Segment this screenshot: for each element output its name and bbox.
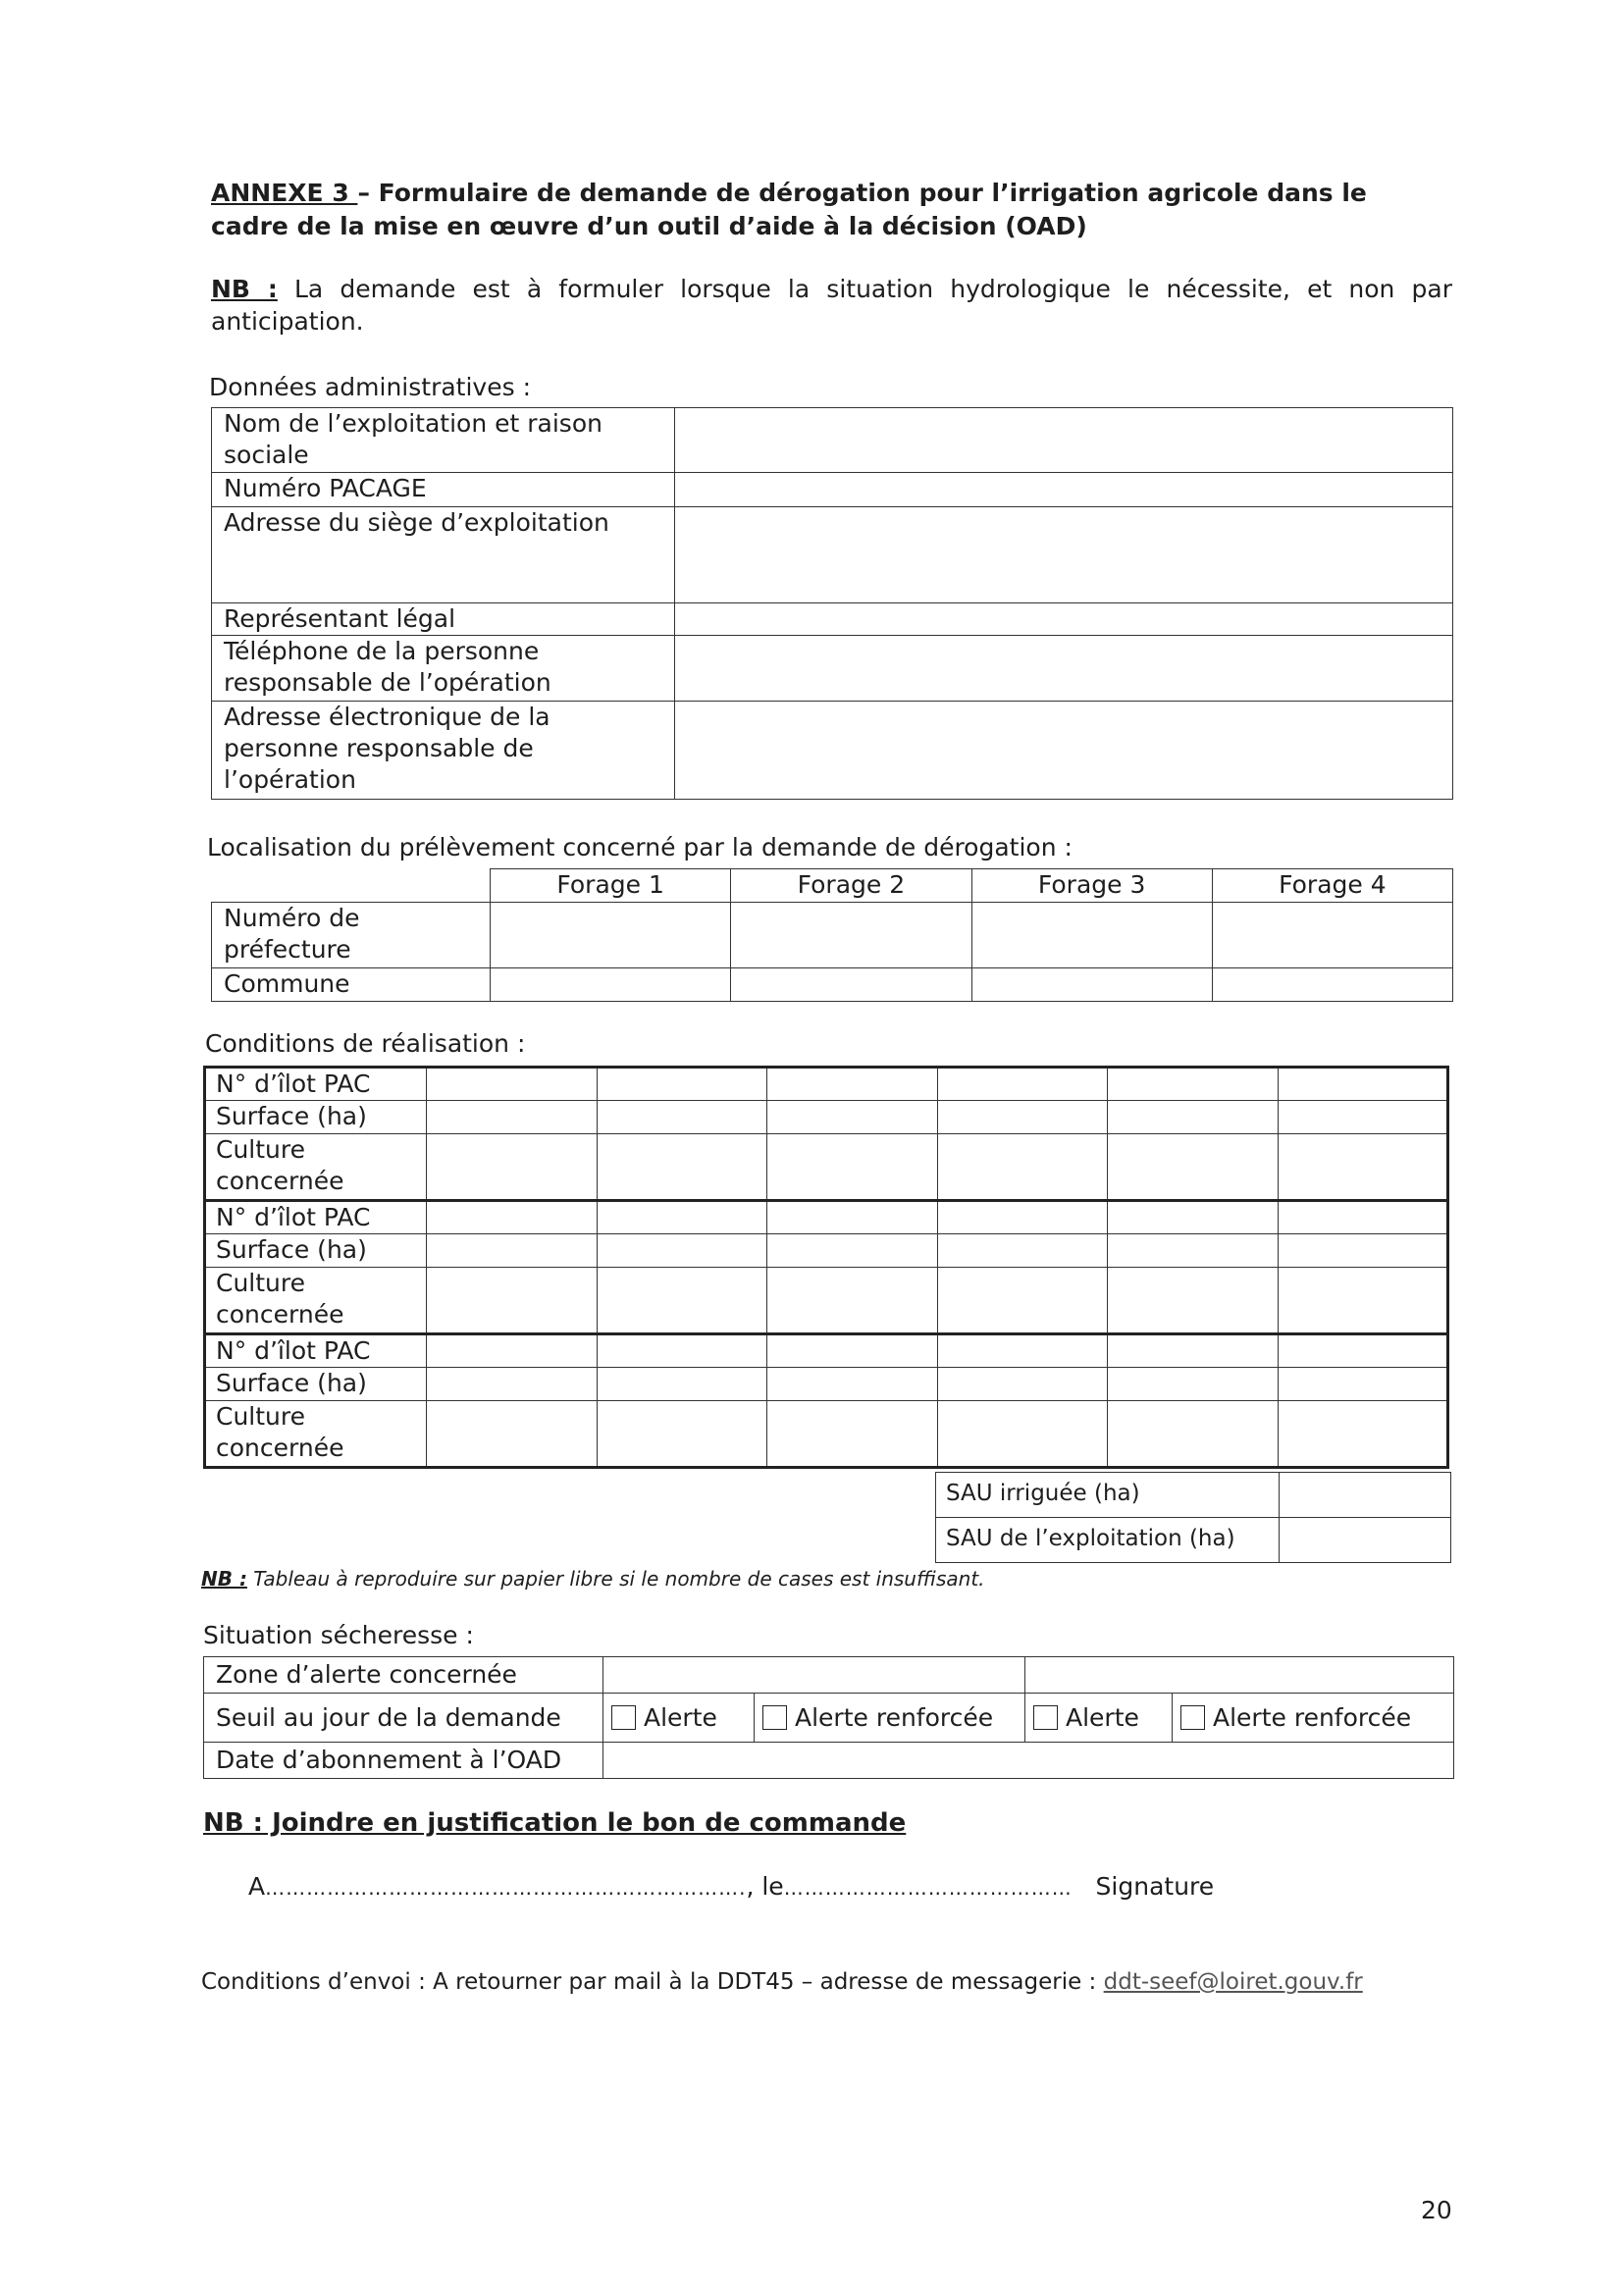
admin-row-label: Adresse électronique de la personne responsable de l’opération (212, 702, 675, 800)
cond-field[interactable] (937, 1234, 1108, 1268)
localisation-row-label: Numéro de préfecture (212, 903, 491, 968)
cond-field[interactable] (767, 1068, 938, 1101)
cond-field[interactable] (1108, 1101, 1279, 1134)
forage-header: Forage 2 (731, 869, 971, 903)
sig-date-label: , le (746, 1872, 784, 1901)
table-note-text: Tableau à reproduire sur papier libre si le nombre de cases est insuffisant. (246, 1567, 985, 1591)
annex-label: ANNEXE 3 (211, 179, 358, 207)
page-title (211, 177, 1452, 243)
cond-label: Surface (ha) (205, 1234, 427, 1268)
sig-place-dots[interactable]: ……………………………………………………………. (265, 1876, 747, 1900)
cond-field[interactable] (427, 1334, 598, 1368)
option-label: Alerte (1066, 1702, 1139, 1732)
cond-field[interactable] (767, 1334, 938, 1368)
cond-field[interactable] (597, 1401, 767, 1468)
cond-field[interactable] (1278, 1101, 1448, 1134)
cond-field[interactable] (767, 1234, 938, 1268)
sig-date-dots[interactable]: …………………………………… (783, 1876, 1073, 1900)
cond-field[interactable] (597, 1334, 767, 1368)
localisation-field[interactable] (491, 903, 731, 968)
cond-field[interactable] (767, 1368, 938, 1401)
admin-row-label: Adresse du siège d’exploitation (212, 507, 675, 603)
cond-field[interactable] (1278, 1368, 1448, 1401)
cond-field[interactable] (937, 1368, 1108, 1401)
option-label: Alerte renforcée (1213, 1702, 1412, 1732)
cond-field[interactable] (767, 1401, 938, 1468)
cond-field[interactable] (1278, 1334, 1448, 1368)
localisation-field[interactable] (731, 968, 971, 1002)
option-label: Alerte (644, 1702, 717, 1732)
nb-label: NB : (211, 275, 278, 303)
sau-label: SAU irriguée (ha) (936, 1473, 1280, 1518)
cond-field[interactable] (937, 1268, 1108, 1334)
title-text: – Formulaire de demande de dérogation pour l’irrigation agricole dans le cadre de la mise en œuvre d’un outil d’aide à la décision (OAD) (211, 179, 1367, 240)
localisation-table (211, 868, 1453, 1002)
intro-note (211, 273, 1452, 338)
cond-field[interactable] (1108, 1334, 1279, 1368)
cond-field[interactable] (597, 1101, 767, 1134)
cond-field[interactable] (1278, 1234, 1448, 1268)
cond-field[interactable] (427, 1068, 598, 1101)
admin-row-label: Téléphone de la personne responsable de l’opération (212, 636, 675, 702)
option-alerte-1[interactable] (603, 1694, 755, 1743)
cond-field[interactable] (937, 1068, 1108, 1101)
admin-field[interactable] (675, 507, 1453, 603)
cond-field[interactable] (1108, 1368, 1279, 1401)
option-alerte-2[interactable] (1025, 1694, 1173, 1743)
admin-row-label: Numéro PACAGE (212, 473, 675, 507)
admin-heading: Données administratives : (209, 373, 531, 401)
seuil-label: Seuil au jour de la demande (204, 1694, 603, 1743)
sau-label: SAU de l’exploitation (ha) (936, 1518, 1280, 1563)
localisation-field[interactable] (971, 903, 1212, 968)
cond-field[interactable] (1108, 1134, 1279, 1201)
localisation-field[interactable] (491, 968, 731, 1002)
forage-header: Forage 3 (971, 869, 1212, 903)
cond-field[interactable] (767, 1134, 938, 1201)
nb-join-note: NB : Joindre en justification le bon de commande (203, 1808, 907, 1838)
secheresse-heading: Situation sécheresse : (203, 1621, 474, 1649)
admin-row-label: Nom de l’exploitation et raison sociale (212, 408, 675, 473)
sau-field[interactable] (1280, 1518, 1451, 1563)
signature-line (248, 1872, 1214, 1901)
conditions-heading: Conditions de réalisation : (205, 1029, 526, 1058)
conditions-table (203, 1066, 1449, 1469)
checkbox-icon[interactable] (1033, 1705, 1058, 1730)
cond-field[interactable] (427, 1368, 598, 1401)
admin-row-label: Représentant légal (212, 603, 675, 636)
cond-field[interactable] (597, 1368, 767, 1401)
admin-field[interactable] (675, 702, 1453, 800)
zone-label: Zone d’alerte concernée (204, 1657, 603, 1694)
cond-field[interactable] (937, 1334, 1108, 1368)
sau-table (935, 1472, 1451, 1563)
cond-label: Surface (ha) (205, 1101, 427, 1134)
cond-field[interactable] (767, 1201, 938, 1234)
localisation-row-label: Commune (212, 968, 491, 1002)
cond-field[interactable] (1278, 1134, 1448, 1201)
cond-field[interactable] (1278, 1068, 1448, 1101)
cond-field[interactable] (427, 1234, 598, 1268)
cond-field[interactable] (1278, 1268, 1448, 1334)
cond-field[interactable] (597, 1268, 767, 1334)
forage-header: Forage 1 (491, 869, 731, 903)
localisation-heading: Localisation du prélèvement concerné par la demande de dérogation : (207, 833, 1073, 861)
cond-field[interactable] (597, 1201, 767, 1234)
cond-field[interactable] (937, 1401, 1108, 1468)
cond-field[interactable] (427, 1134, 598, 1201)
admin-field[interactable] (675, 603, 1453, 636)
checkbox-icon[interactable] (762, 1705, 787, 1730)
cond-field[interactable] (937, 1134, 1108, 1201)
envoi-text: Conditions d’envoi : A retourner par mail à la DDT45 – adresse de messagerie : (201, 1969, 1104, 1995)
cond-field[interactable] (1108, 1234, 1279, 1268)
zone-field-2[interactable] (1025, 1657, 1454, 1694)
option-label: Alerte renforcée (795, 1702, 994, 1732)
cond-field[interactable] (427, 1201, 598, 1234)
cond-field[interactable] (427, 1101, 598, 1134)
cond-field[interactable] (1278, 1201, 1448, 1234)
admin-field[interactable] (675, 408, 1453, 473)
cond-field[interactable] (1278, 1401, 1448, 1468)
cond-label: Culture concernée (205, 1268, 427, 1334)
cond-field[interactable] (937, 1201, 1108, 1234)
option-renforcee-1[interactable] (755, 1694, 1025, 1743)
cond-field[interactable] (1108, 1401, 1279, 1468)
cond-label: Culture concernée (205, 1134, 427, 1201)
localisation-field[interactable] (731, 903, 971, 968)
date-label: Date d’abonnement à l’OAD (204, 1743, 603, 1779)
localisation-field[interactable] (971, 968, 1212, 1002)
cond-field[interactable] (597, 1234, 767, 1268)
page-number: 20 (1421, 2196, 1452, 2224)
cond-label: Surface (ha) (205, 1368, 427, 1401)
cond-field[interactable] (427, 1401, 598, 1468)
cond-label: Culture concernée (205, 1401, 427, 1468)
email-link[interactable]: ddt-seef@loiret.gouv.fr (1103, 1969, 1363, 1995)
localisation-field[interactable] (1212, 903, 1452, 968)
cond-field[interactable] (767, 1268, 938, 1334)
checkbox-icon[interactable] (1180, 1705, 1205, 1730)
table-note (201, 1567, 985, 1591)
cond-label: N° d’îlot PAC (205, 1201, 427, 1234)
sau-field[interactable] (1280, 1473, 1451, 1518)
cond-field[interactable] (1108, 1068, 1279, 1101)
nb-label: NB : (201, 1567, 247, 1591)
date-field[interactable] (603, 1743, 1454, 1779)
cond-field[interactable] (1108, 1268, 1279, 1334)
cond-label: N° d’îlot PAC (205, 1068, 427, 1101)
cond-label: N° d’îlot PAC (205, 1334, 427, 1368)
admin-field[interactable] (675, 636, 1453, 702)
secheresse-table (203, 1656, 1454, 1779)
admin-table (211, 407, 1453, 800)
cond-field[interactable] (427, 1268, 598, 1334)
localisation-field[interactable] (1212, 968, 1452, 1002)
empty-corner (212, 869, 491, 903)
admin-field[interactable] (675, 473, 1453, 507)
cond-field[interactable] (1108, 1201, 1279, 1234)
envoi-conditions (201, 1969, 1363, 1995)
signature-label: Signature (1095, 1872, 1215, 1901)
cond-field[interactable] (767, 1101, 938, 1134)
cond-field[interactable] (597, 1068, 767, 1101)
option-renforcee-2[interactable] (1173, 1694, 1454, 1743)
intro-text: La demande est à formuler lorsque la situation hydrologique le nécessite, et non par anticipation. (211, 275, 1452, 336)
checkbox-icon[interactable] (611, 1705, 636, 1730)
cond-field[interactable] (597, 1134, 767, 1201)
sig-place-label: A (248, 1872, 266, 1901)
zone-field-1[interactable] (603, 1657, 1025, 1694)
forage-header: Forage 4 (1212, 869, 1452, 903)
cond-field[interactable] (937, 1101, 1108, 1134)
